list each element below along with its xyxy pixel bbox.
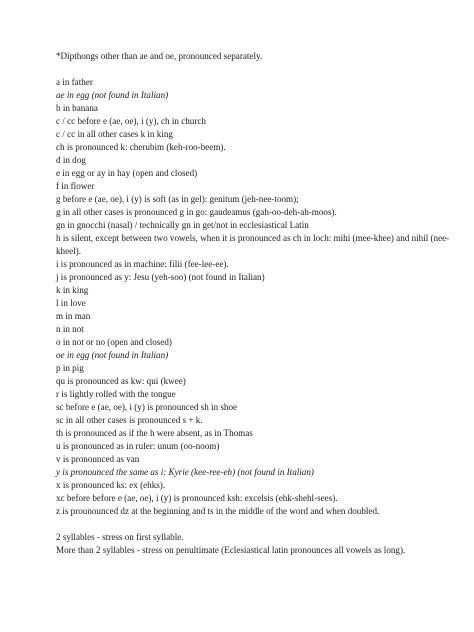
diphthong-note: *Dipthongs other than ae and oe, pronounced separately.: [56, 51, 263, 61]
pronunciation-rule: k in king: [56, 285, 89, 295]
pronunciation-rule: v is pronounced as van: [56, 454, 140, 464]
pronunciation-rule: y is pronounced the same as i: Kyrie (kee-ree-eh) (not found in Italian): [56, 467, 314, 477]
pronunciation-rule: sc before e (ae, oe), i (y) is pronounced sh in shoe: [56, 402, 238, 412]
pronunciation-rule: e in egg or ay in hay (open and closed): [56, 168, 198, 178]
pronunciation-rule: g in all other cases is pronounced g in go: gaudeamus (gah-oo-deh-ah-moos).: [56, 207, 337, 217]
pronunciation-rule: m in man: [56, 311, 91, 321]
pronunciation-rule: ae in egg (not found in Italian): [56, 90, 169, 100]
pronunciation-rule: b in banana: [56, 103, 98, 113]
spacer: [56, 63, 456, 76]
pronunciation-rule: u is pronounced as in ruler: unum (oo-noom): [56, 441, 220, 451]
pronunciation-rule: qu is pronounced as kw: qui (kwee): [56, 376, 186, 386]
pronunciation-rule: c / cc in all other cases k in king: [56, 129, 173, 139]
pronunciation-rule: r is lightly rolled with the tongue: [56, 389, 176, 399]
pronunciation-rule: a in father: [56, 77, 93, 87]
pronunciation-rule: i is pronounced as in machine: filii (fee-lee-ee).: [56, 259, 229, 269]
pronunciation-rule: th is pronounced as if the h were absent, as in Thomas: [56, 428, 253, 438]
pronunciation-rule: ch is pronounced k: cherubim (keh-roo-beem).: [56, 142, 226, 152]
spacer: [56, 518, 456, 531]
pronunciation-rule-list: [56, 76, 456, 518]
pronunciation-rule: f in flower: [56, 181, 95, 191]
document-page: [56, 50, 456, 557]
pronunciation-rule: xc before before e (ae, oe), i (y) is pronounced ksh: excelsis (ehk-shehl-sees).: [56, 493, 338, 503]
pronunciation-rule: j is pronounced as y: Jesu (yeh-soo) (not found in Italian): [56, 272, 265, 282]
pronunciation-rule: gn in gnocchi (nasal) / technically gn in get/not in ecclesiastical Latin: [56, 220, 309, 230]
pronunciation-rule: sc in all other cases is pronounced s + k.: [56, 415, 203, 425]
stress-rule-two-syllables: 2 syllables - stress on first syllable.: [56, 532, 184, 542]
pronunciation-rule: x is pronounced ks: ex (ehks).: [56, 480, 166, 490]
pronunciation-rule: oe in egg (not found in Italian): [56, 350, 169, 360]
pronunciation-rule: z is prounounced dz at the beginning and ts in the middle of the word and when doubled.: [56, 506, 380, 516]
pronunciation-rule: n in not: [56, 324, 84, 334]
pronunciation-rule: g before e (ae, oe), i (y) is soft (as in gel): genitum (jeh-nee-toom);: [56, 194, 299, 204]
pronunciation-rule: o in not or no (open and closed): [56, 337, 172, 347]
pronunciation-rule: d in dog: [56, 155, 86, 165]
pronunciation-rule: h is silent, except between two vowels, when it is pronounced as ch in loch: mihi (mee-khee) and nihil (nee-kheel).: [56, 233, 450, 256]
pronunciation-rule: c / cc before e (ae, oe), i (y), ch in church: [56, 116, 206, 126]
pronunciation-rule: p in pig: [56, 363, 84, 373]
stress-rule-more-syllables: More than 2 syllables - stress on penultimate (Eclesiastical latin pronounces all vowels as long).: [56, 545, 406, 555]
pronunciation-rule: l in love: [56, 298, 86, 308]
